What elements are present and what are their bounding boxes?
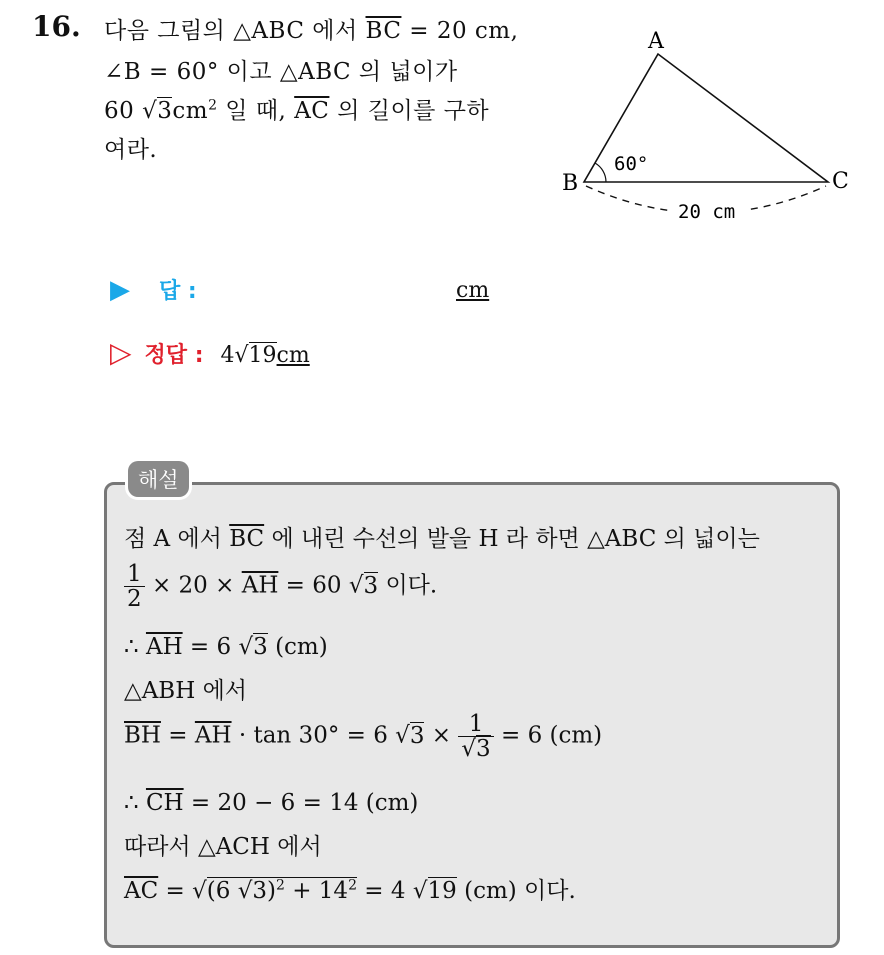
correct-root: 19 xyxy=(248,343,277,368)
triangle-svg xyxy=(560,26,860,236)
question-area-coef: 60 xyxy=(104,98,143,124)
question-text-1: 다음 그림의 △ABC 에서 xyxy=(104,18,358,44)
big-radical: (6 $√3)^2 + 14^2$ xyxy=(206,877,357,904)
sol-text: 이다. xyxy=(378,572,438,599)
sol-text: = 4 xyxy=(357,878,413,904)
question-text-1-tail: = 20 cm, xyxy=(401,18,519,44)
sol-seg-ac: $\overline{AC}$ xyxy=(124,878,159,904)
sol-seg-ah: $\overline{AH}$ xyxy=(241,572,279,599)
solution-line-3: ∴ $\overline{AH} = 6$ √3 (cm) xyxy=(124,634,328,660)
triangle-diagram xyxy=(560,26,860,240)
sol-text: = 20 − 6 = 14 (cm) xyxy=(183,790,419,816)
sol-text: 에 내린 수선의 발을 H 라 하면 △ABC 의 넓이는 xyxy=(264,526,760,552)
label-c: C xyxy=(832,169,849,194)
label-a: A xyxy=(648,29,664,54)
sol-text: = 6 xyxy=(182,634,239,660)
frac-num: 1 xyxy=(458,712,493,737)
sol-text: (cm) xyxy=(267,634,328,660)
sol-text: × xyxy=(424,722,459,749)
radicand-text: + 14 xyxy=(284,878,349,904)
fraction-half xyxy=(124,562,145,611)
sol-seg-bc: $\overline{BC}$ xyxy=(229,526,265,552)
angle-arc xyxy=(595,163,606,182)
sol-text: 점 A 에서 xyxy=(124,526,222,552)
sol-seg-ah: $\overline{AH}$ xyxy=(194,722,232,749)
solution-line-4: △ABH 에서 xyxy=(124,678,248,704)
solution-line-8: $\overline{AC} = √(6$ $√3)^2 + 14^2 = 4$ √19 (cm) 이다. xyxy=(124,877,576,904)
question-line-1 xyxy=(104,12,518,45)
answer-unit-text: cm xyxy=(456,278,490,303)
answer-unit xyxy=(456,278,489,303)
sol-text: (cm) 이다. xyxy=(456,878,576,904)
correct-label: 정답 : xyxy=(144,343,204,368)
question-area-exp: 2 xyxy=(208,97,218,114)
frac-den-root: 3 xyxy=(476,736,491,763)
answer-row xyxy=(110,274,197,305)
question-line-2: ∠B = 60° 이고 △ABC 의 넓이가 xyxy=(104,59,458,85)
sol-text: · tan 30° = 6 xyxy=(231,722,396,749)
question-area-unit: cm xyxy=(172,98,209,124)
sol-text: × 20 × xyxy=(144,572,242,599)
solution-line-1 xyxy=(124,520,760,553)
sol-text: = 6 (cm) xyxy=(493,722,603,749)
sol-root: 3 xyxy=(363,572,379,599)
sol-seg-ah: $\overline{AH}$ xyxy=(145,634,183,660)
correct-marker-icon: ▷ xyxy=(110,336,132,369)
sol-seg-ch: $\overline{CH}$ xyxy=(145,790,184,816)
exponent: 2 xyxy=(348,877,357,894)
answer-marker-icon: ▶ xyxy=(110,275,130,305)
base-length-label: 20 cm xyxy=(678,201,736,223)
sol-text: = xyxy=(158,878,193,904)
answer-label: 답 : xyxy=(159,279,197,304)
question-number: 16. xyxy=(32,10,81,43)
radicand-text: (6 xyxy=(206,878,238,904)
question-line-3: 60 $√3cm^2$ 일 때, $\overline{AC}$ 의 길이를 구하 xyxy=(104,97,490,124)
sol-text: = 60 xyxy=(278,572,349,599)
question-line-4: 여라. xyxy=(104,137,158,163)
therefore-symbol: ∴ xyxy=(124,790,146,816)
correct-unit: cm xyxy=(276,343,310,368)
question-text-3-mid: 일 때, xyxy=(217,98,287,124)
solution-line-6 xyxy=(124,790,418,816)
solution-line-5: $\overline{BH} = \overline{AH} \cdot \tan 30^\circ = 6$ √3 × $\frac{1}{√3}$ = 6 (cm) xyxy=(124,711,603,763)
correct-answer-row: ▷ 정답 : 4√19cm xyxy=(110,336,310,369)
fraction-one-over-root3 xyxy=(458,712,493,761)
inner-root: 3 xyxy=(252,878,267,904)
correct-coef: 4 xyxy=(220,343,235,368)
segment-ac: $\overline{AC}$ xyxy=(294,98,330,124)
solution-line-7: 따라서 △ACH 에서 xyxy=(124,834,322,860)
solution-tag: 해설 xyxy=(128,461,189,497)
angle-label: 60° xyxy=(614,153,649,175)
sol-seg-bh: $\overline{BH}$ xyxy=(124,722,161,749)
frac-den: 2 xyxy=(127,586,142,613)
sol-root: 3 xyxy=(409,722,425,749)
solution-line-2: $\frac{1}{2}$ × $20 \times \overline{AH} = 60$ √3 이다. xyxy=(124,562,437,611)
label-b: B xyxy=(562,171,579,196)
frac-den: √3 xyxy=(461,736,491,763)
question-text-3-tail: 의 길이를 구하 xyxy=(329,98,490,124)
sol-text: = xyxy=(160,722,195,749)
question-area-root: 3 xyxy=(157,98,173,124)
segment-bc: $\overline{BC}$ xyxy=(365,18,402,44)
radicand-text: ) xyxy=(267,878,276,904)
frac-num: 1 xyxy=(124,562,145,587)
sol-root: 3 xyxy=(253,634,268,660)
therefore-symbol: ∴ xyxy=(124,634,146,660)
exponent: 2 xyxy=(275,877,285,894)
sol-root: 19 xyxy=(427,878,457,904)
